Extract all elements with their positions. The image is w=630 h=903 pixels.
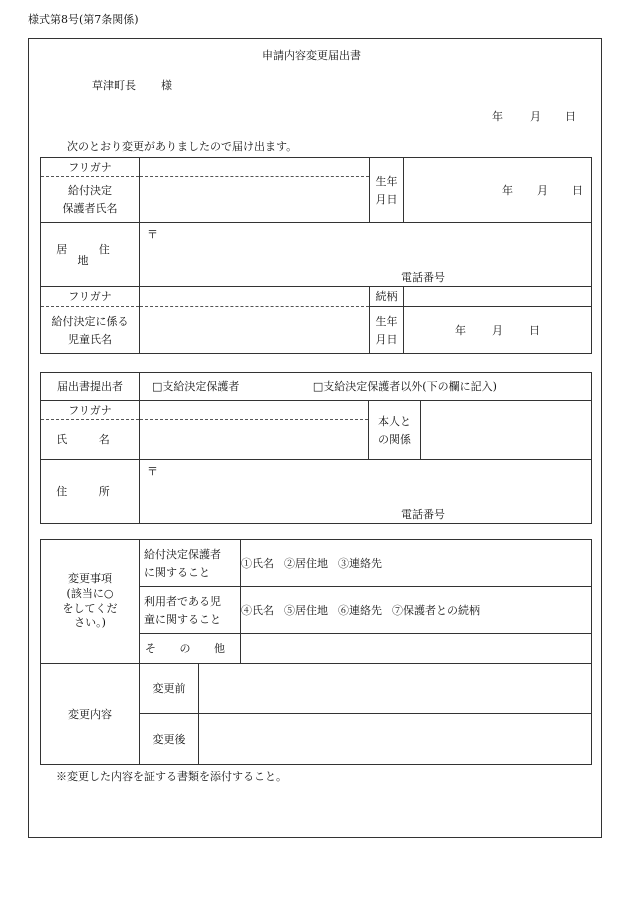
content-label: 変更内容 [41, 664, 140, 765]
submitter-option-guardian[interactable]: □支給決定保護者 [152, 380, 240, 393]
postal-mark-icon: 〒 [147, 228, 158, 241]
guardian-furigana-field[interactable] [140, 158, 370, 177]
child-relation-field[interactable] [404, 287, 592, 307]
guardian-phone-label: 電話番号 [401, 271, 445, 284]
guardian-category-2: に関すること [144, 565, 210, 579]
addressee-name: 草津町長 [92, 79, 136, 92]
guardian-child-table [40, 157, 592, 354]
guardian-birth-month: 月 [537, 183, 548, 197]
guardian-name-label-1: 給付決定 [68, 184, 112, 197]
user-change-items [241, 587, 592, 634]
submitter-options [140, 373, 592, 401]
guardian-category [140, 540, 241, 587]
submitter-table [40, 372, 592, 524]
child-name-label-1: 給付決定に係る [51, 314, 129, 328]
change-item-6[interactable]: ⑥連絡先 [338, 603, 382, 617]
child-name-label-2: 児童氏名 [68, 332, 112, 346]
changes-label-3: をしてくだ [62, 601, 118, 615]
submitter-relation-label [369, 401, 421, 460]
user-category [140, 587, 241, 634]
submitter-address-field[interactable] [140, 460, 592, 524]
content-after-label: 変更後 [140, 714, 199, 765]
change-item-1[interactable]: ①氏名 [241, 556, 274, 570]
header-date-year: 年 [492, 110, 503, 123]
change-item-4[interactable]: ④氏名 [241, 603, 274, 617]
submitter-name-field[interactable] [140, 420, 369, 460]
guardian-birth-field[interactable] [404, 158, 592, 223]
guardian-name-field[interactable] [140, 177, 370, 223]
child-birth-field[interactable] [404, 307, 592, 354]
guardian-name-label-2: 保護者氏名 [62, 202, 118, 215]
guardian-birth-day: 日 [572, 183, 583, 197]
header-date-month: 月 [530, 110, 541, 123]
header-date-day: 日 [565, 110, 576, 123]
change-item-3[interactable]: ③連絡先 [338, 556, 382, 570]
child-birth-month: 月 [492, 323, 503, 337]
submitter-name-label: 氏 名 [41, 420, 140, 460]
guardian-birth-label-2: 月日 [375, 192, 398, 206]
child-birth-label [370, 307, 404, 354]
content-before-field[interactable] [199, 664, 592, 714]
submitter-relation-field[interactable] [421, 401, 592, 460]
submitter-postal-mark-icon: 〒 [147, 465, 158, 478]
changes-label-4: さい。) [74, 616, 106, 630]
submitter-furigana-field[interactable] [140, 401, 369, 420]
submitter-relation-label-2: の関係 [378, 432, 411, 446]
changes-label-1: 変更事項 [68, 571, 112, 585]
child-name-label [41, 307, 140, 354]
other-category: そ の 他 [140, 634, 241, 664]
other-field[interactable] [241, 634, 592, 664]
submitter-option-other[interactable]: □支給決定保護者以外(下の欄に記入) [312, 380, 497, 393]
change-item-2[interactable]: ②居住地 [284, 556, 328, 570]
child-relation-label: 続柄 [370, 287, 404, 307]
child-birth-label-2: 月日 [375, 332, 398, 346]
child-birth-year: 年 [455, 323, 466, 337]
submitter-relation-label-1: 本人と [378, 414, 411, 428]
user-category-2: 童に関すること [144, 612, 221, 626]
changes-label [41, 540, 140, 664]
child-birth-label-1: 生年 [375, 314, 398, 328]
guardian-address-field[interactable] [140, 223, 592, 287]
form-title: 申請内容変更届出書 [262, 49, 361, 62]
form-number: 様式第8号(第7条関係) [28, 13, 139, 26]
guardian-category-1: 給付決定保護者 [144, 547, 221, 561]
submitter-furigana-label: フリガナ [41, 401, 140, 420]
submitter-phone-label: 電話番号 [401, 508, 445, 521]
guardian-name-label [41, 177, 140, 223]
changes-table [40, 539, 592, 765]
guardian-furigana-label: フリガナ [41, 158, 140, 177]
change-item-5[interactable]: ⑤居住地 [284, 603, 328, 617]
submitter-address-label: 住 所 [41, 460, 140, 524]
guardian-birth-label [370, 158, 404, 223]
guardian-address-label: 居 住 地 [41, 223, 140, 287]
attachment-note: ※変更した内容を証する書類を添付すること。 [56, 770, 287, 783]
addressee-honorific: 様 [161, 79, 172, 92]
intro-text: 次のとおり変更がありましたので届け出ます。 [67, 140, 298, 153]
child-name-field[interactable] [140, 307, 370, 354]
child-furigana-field[interactable] [140, 287, 370, 307]
guardian-change-items [241, 540, 592, 587]
content-before-label: 変更前 [140, 664, 199, 714]
user-category-1: 利用者である児 [144, 594, 221, 608]
content-after-field[interactable] [199, 714, 592, 765]
submitter-label: 届出書提出者 [41, 373, 140, 401]
child-birth-day: 日 [529, 323, 540, 337]
changes-label-2: (該当に○ [66, 586, 114, 600]
guardian-birth-year: 年 [502, 183, 513, 197]
child-furigana-label: フリガナ [41, 287, 140, 307]
change-item-7[interactable]: ⑦保護者との続柄 [392, 603, 480, 617]
guardian-birth-label-1: 生年 [375, 174, 398, 188]
